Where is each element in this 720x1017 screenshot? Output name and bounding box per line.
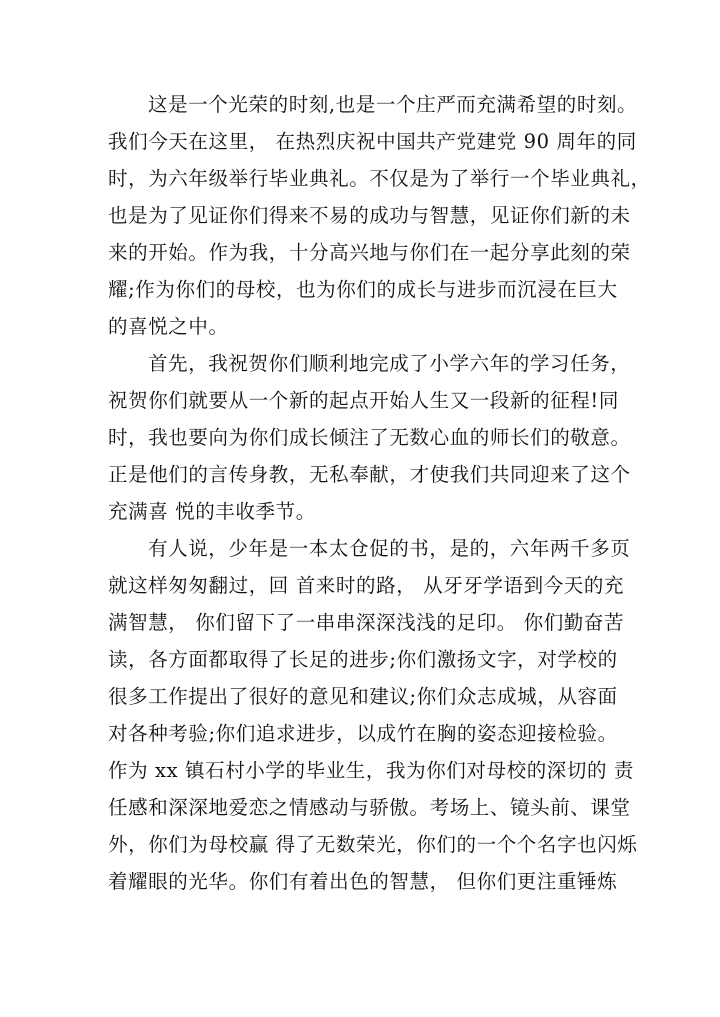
text-line: 我们今天在这里， 在热烈庆祝中国共产党建党 90 周年的同: [108, 130, 637, 153]
text-line: 对各种考验;你们追求进步，以成竹在胸的姿态迎接检验。: [108, 722, 618, 745]
text-line: 这是一个光荣的时刻,也是一个庄严而充满希望的时刻。: [148, 93, 638, 116]
text-line: 首先，我祝贺你们顺利地完成了小学六年的学习任务，: [148, 352, 631, 375]
text-line: 也是为了见证你们得来不易的成功与智慧，见证你们新的未: [108, 204, 631, 227]
document-body: [108, 86, 651, 900]
text-line: 满智慧， 你们留下了一串串深深浅浅的足印。 你们勤奋苦: [108, 611, 625, 634]
paragraph-3: [108, 530, 638, 900]
text-line: 着耀眼的光华。你们有着出色的智慧， 但你们更注重锤炼: [108, 870, 618, 893]
text-line: 来的开始。作为我，十分高兴地与你们在一起分享此刻的荣: [108, 241, 631, 264]
text-line: 很多工作提出了很好的意见和建议;你们众志成城，从容面: [108, 685, 618, 708]
paragraph-2: [108, 345, 631, 530]
text-line: 任感和深深地爱恋之情感动与骄傲。考场上、镜头前、课堂: [108, 796, 631, 819]
text-line: 耀;作为你们的母校，也为你们的成长与进步而沉浸在巨大: [108, 278, 618, 301]
text-line: 正是他们的言传身教，无私奉献，才使我们共同迎来了这个: [108, 463, 631, 486]
text-line: 读，各方面都取得了长足的进步;你们激扬文字，对学校的: [108, 648, 618, 671]
text-line: 时，为六年级举行毕业典礼。不仅是为了举行一个毕业典礼，: [108, 167, 651, 190]
text-line: 祝贺你们就要从一个新的起点开始人生又一段新的征程!同: [108, 389, 619, 412]
text-line: 作为 xx 镇石村小学的毕业生，我为你们对母校的深切的 责: [108, 759, 634, 782]
text-line: 时，我也要向为你们成长倾注了无数心血的师长们的敬意。: [108, 426, 631, 449]
text-line: 的喜悦之中。: [108, 315, 229, 338]
text-line: 充满喜 悦的丰收季节。: [108, 500, 316, 523]
text-line: 有人说，少年是一本太仓促的书，是的，六年两千多页: [148, 537, 631, 560]
paragraph-1: [108, 86, 651, 345]
text-line: 就这样匆匆翻过，回 首来时的路， 从牙牙学语到今天的充: [108, 574, 625, 597]
text-line: 外，你们为母校赢 得了无数荣光，你们的一个个名字也闪烁: [108, 833, 638, 856]
